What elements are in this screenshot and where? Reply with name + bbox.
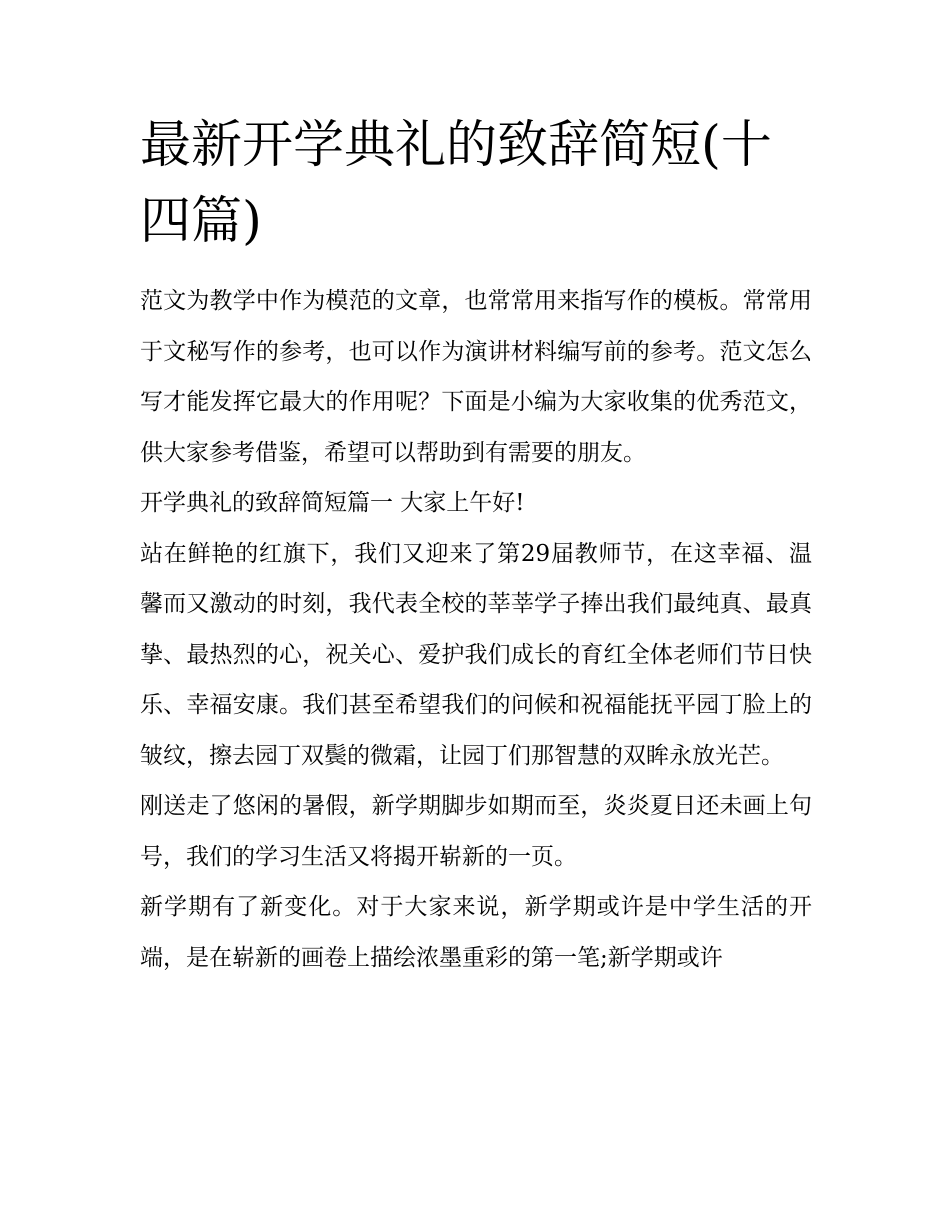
body-paragraph: 刚送走了悠闲的暑假，新学期脚步如期而至，炎炎夏日还未画上句号，我们的学习生活又将揭开崭新的一页。 [140, 793, 812, 870]
section-heading-paragraph: 开学典礼的致辞简短篇一 大家上午好! [140, 490, 525, 516]
document-page [140, 108, 812, 983]
intro-paragraph: 范文为教学中作为模范的文章，也常常用来指写作的模板。常常用于文秘写作的参考，也可以作为演讲材料编写前的参考。范文怎么写才能发挥它最大的作用呢？下面是小编为大家收集的优秀范文，供大家参考借鉴，希望可以帮助到有需要的朋友。 [140, 288, 812, 466]
document-title: 最新开学典礼的致辞简短(十四篇) [140, 116, 772, 251]
body-paragraph: 新学期有了新变化。对于大家来说，新学期或许是中学生活的开端，是在崭新的画卷上描绘浓墨重彩的第一笔;新学期或许 [140, 894, 812, 971]
body-paragraph: 站在鲜艳的红旗下，我们又迎来了第29届教师节，在这幸福、温馨而又激动的时刻，我代表全校的莘莘学子捧出我们最纯真、最真挚、最热烈的心，祝关心、爱护我们成长的育红全体老师们节日快乐、幸福安康。我们甚至希望我们的问候和祝福能抚平园丁脸上的皱纹，擦去园丁双鬓的微霜，让园丁们那智慧的双眸永放光芒。 [140, 540, 812, 769]
